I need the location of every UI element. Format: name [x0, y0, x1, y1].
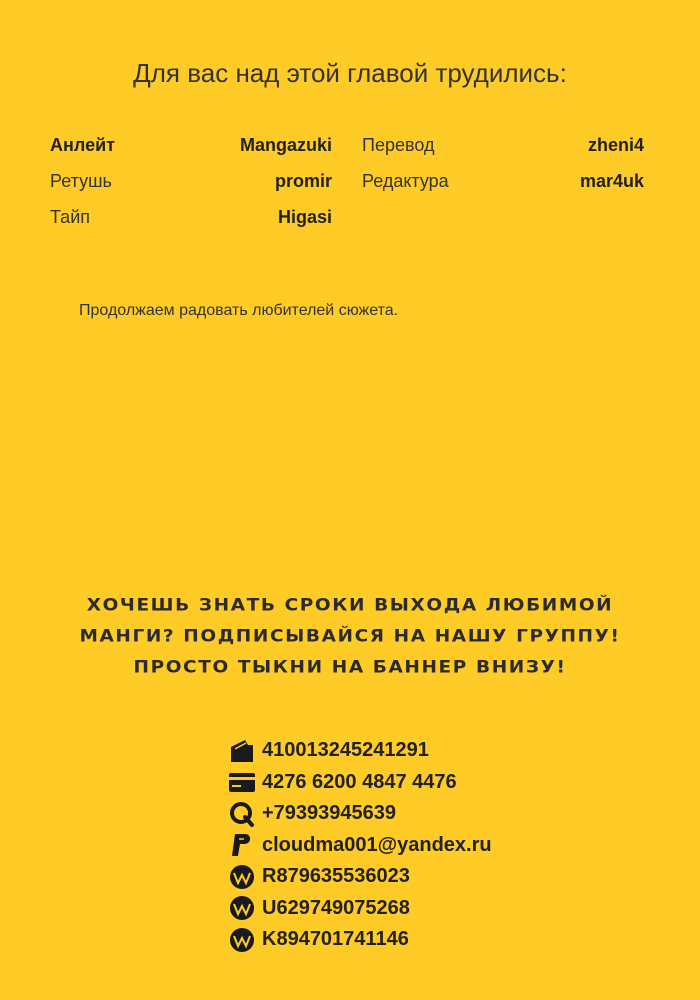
- credit-role: Анлейт: [50, 135, 115, 155]
- credit-role: Ретушь: [50, 171, 112, 191]
- qiwi-icon: [228, 800, 256, 828]
- donation-value: +79393945639: [262, 802, 397, 825]
- bank-card-icon: [228, 768, 256, 796]
- promo-line: МАНГИ? ПОДПИСЫВАЙСЯ НА НАШУ ГРУППУ!: [79, 626, 621, 647]
- donation-row: [228, 893, 492, 925]
- yandex-wallet-icon: [228, 737, 256, 765]
- credit-role: Редактура: [362, 171, 449, 191]
- webmoney-icon: [228, 863, 256, 891]
- donation-value: R879635536023: [262, 865, 410, 888]
- message-text: Продолжаем радовать любителей сюжета.: [79, 302, 399, 319]
- credit-name: Mangazuki: [239, 135, 332, 155]
- donation-value: 410013245241291: [262, 739, 429, 762]
- donation-row: [228, 861, 492, 893]
- donation-row: [228, 924, 492, 956]
- paypal-icon: [228, 831, 256, 859]
- credit-role: Перевод: [362, 135, 435, 155]
- credit-name: zheni4: [587, 135, 644, 155]
- donation-row: [228, 767, 492, 799]
- promo-line: ПРОСТО ТЫКНИ НА БАННЕР ВНИЗУ!: [133, 657, 567, 678]
- credit-row-retouch: [50, 169, 332, 193]
- credit-row-typeset: [50, 205, 332, 229]
- webmoney-icon: [228, 894, 256, 922]
- promo-line: ХОЧЕШЬ ЗНАТЬ СРОКИ ВЫХОДА ЛЮБИМОЙ: [86, 595, 614, 616]
- credit-row-editing: [362, 169, 644, 193]
- credit-name: mar4uk: [579, 171, 644, 191]
- donation-list: [228, 735, 492, 956]
- credit-row-translation: [362, 133, 644, 157]
- credit-row-anleit: [50, 133, 332, 157]
- credit-role: Тайп: [50, 207, 90, 227]
- donation-row: [228, 798, 492, 830]
- donation-value: U629749075268: [262, 896, 410, 919]
- subscribe-banner-text[interactable]: [0, 590, 700, 683]
- credits-grid: [50, 133, 644, 229]
- donation-value: cloudma001@yandex.ru: [262, 833, 492, 856]
- donation-value: 4276 6200 4847 4476: [262, 770, 457, 793]
- credit-name: Higasi: [277, 207, 332, 227]
- webmoney-icon: [228, 926, 256, 954]
- credit-name: promir: [274, 171, 332, 191]
- donation-row: [228, 735, 492, 767]
- donation-row: [228, 830, 492, 862]
- donation-value: K894701741146: [262, 928, 409, 951]
- page-title: Для вас над этой главой трудились:: [133, 58, 567, 88]
